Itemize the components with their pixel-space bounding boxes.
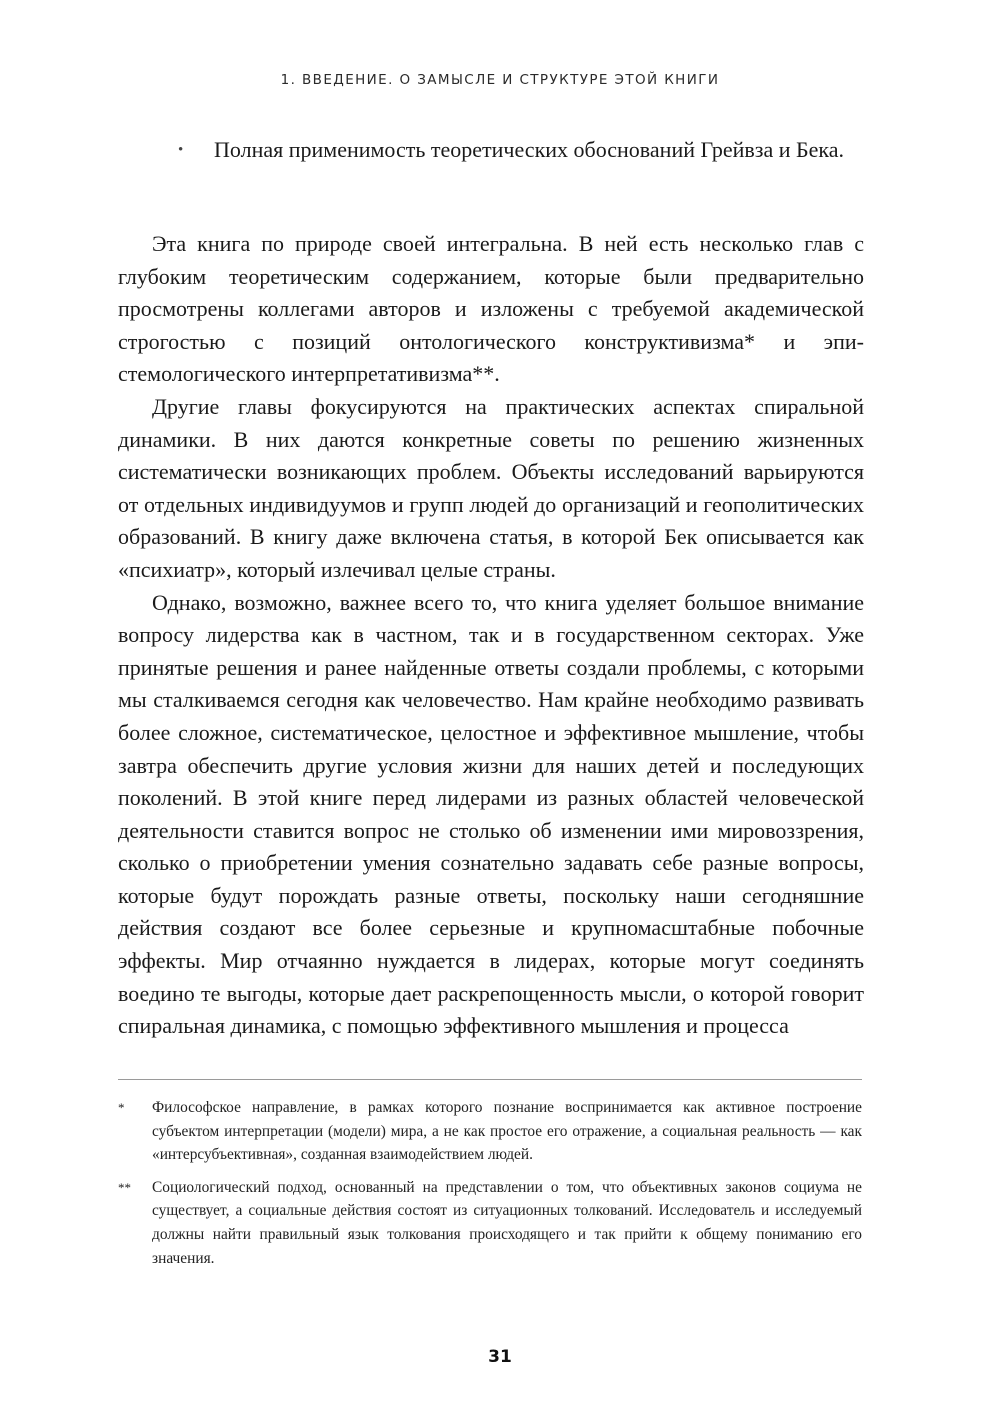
bullet-marker: •: [178, 142, 184, 158]
footnote-1: [118, 1096, 862, 1167]
footnote-2: [118, 1176, 862, 1270]
bullet-text: Полная применимость теоретических обоснований Грейвза и Бека.: [214, 137, 844, 162]
paragraph-3: Однако, возможно, важнее всего то, что книга уделяет большое внимание вопросу лидерства как в частном, так и в государственном секторах. Уже принятые решения и ранее найденные ответы создали проблемы, с которыми мы сталкиваемся сегодня как человечество. Нам крайне необходимо развивать более сложное, систематическое, целостное и эффективное мышление, чтобы завтра обеспечить другие условия жизни для наших детей и последующих поколений. В этой книге перед лидерами из разных областей человеческой деятельности ставится вопрос не столько об изменении ими мировоззрения, сколько о приобретении умения сознательно задавать себе разные вопросы, которые будут порождать разные ответы, поскольку наши сегодняшние действия создают все более серьезные и крупномасштабные побочные эффекты. Мир отчаянно нуждается в лидерах, которые могут соединять воедино те выгоды, которые дает раскрепощенность мысли, о которой говорит спиральная динамика, с помощью эффективного мышления и процесса: [118, 589, 864, 1039]
footnotes: [118, 1096, 862, 1279]
footnote-divider: [118, 1079, 862, 1080]
footnote-mark: *: [118, 1100, 125, 1115]
paragraph-1: Эта книга по природе своей интегральна. В ней есть несколько глав с глубоким теоретическим содержанием, которые были предварительно просмотрены коллегами авторов и изложены с требуемой академической строгостью с позиций онтологического конструктивизма* и эпистемологического интерпретативизма**.: [118, 231, 864, 387]
footnote-mark: **: [118, 1179, 131, 1195]
footnote-text: Социологический подход, основанный на представлении о том, что объективных законов социума не существует, а социальные действия состоят из ситуационных толкований. Исследователь и исследуемый должны найти правильный язык толкования происходящего и так прийти к общему пониманию его значения.: [152, 1178, 862, 1267]
page-number: 31: [488, 1347, 512, 1367]
footnote-text: Философское направление, в рамках которого познание воспринимается как активное построение субъектом интерпретации (модели) мира, а не как простое его отражение, а социальная реальность — как «интерсубъективная», созданная взаимодействием людей.: [152, 1099, 862, 1164]
body-text: [118, 228, 864, 1043]
paragraph-2: Другие главы фокусируются на практических аспектах спиральной динамики. В них даются конкретные советы по решению жизненных систематически возникающих проблем. Объекты исследований варьируются от отдельных индивидуумов и групп людей до организаций и геополитических образований. В книгу даже включена статья, в которой Бек описывается как «психиатр», который излечивал целые страны.: [118, 393, 864, 582]
bullet-list-item: [178, 134, 868, 166]
running-head: 1. ВВЕДЕНИЕ. О ЗАМЫСЛЕ И СТРУКТУРЕ ЭТОЙ КНИГИ: [280, 72, 720, 88]
